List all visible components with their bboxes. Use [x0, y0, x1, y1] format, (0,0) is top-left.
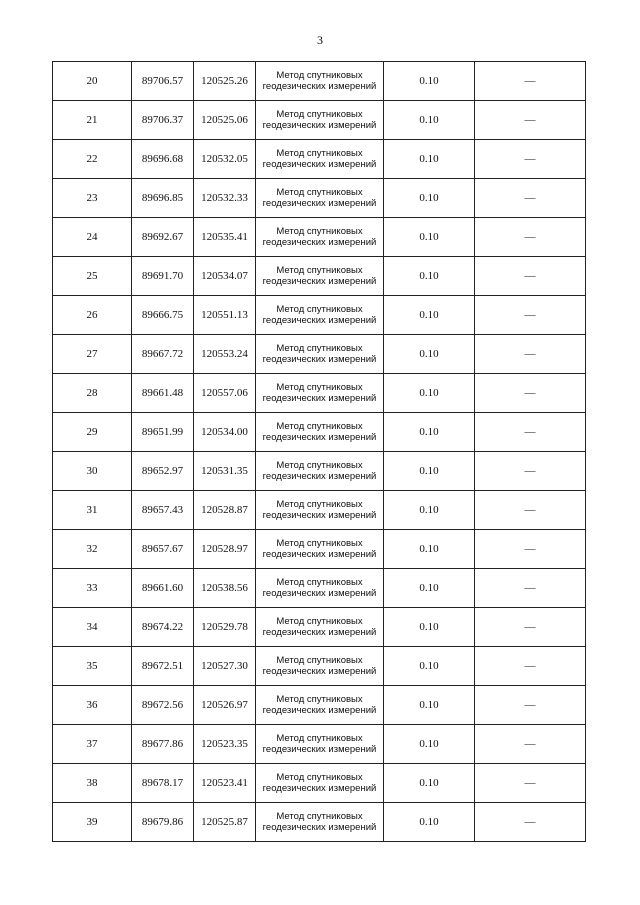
y-coordinate-cell: 120526.97	[194, 686, 256, 725]
table-row	[53, 725, 586, 764]
x-coordinate-cell: 89696.68	[132, 140, 194, 179]
method-line-1: Метод спутниковых	[276, 538, 363, 549]
method-line-1: Метод спутниковых	[276, 265, 363, 276]
y-coordinate-cell: 120553.24	[194, 335, 256, 374]
table-row	[53, 62, 586, 101]
table-row	[53, 374, 586, 413]
x-coordinate-cell: 89679.86	[132, 803, 194, 842]
x-coordinate-cell: 89657.67	[132, 530, 194, 569]
method-line-2: геодезических измерений	[262, 354, 377, 365]
table-row	[53, 335, 586, 374]
method-line-1: Метод спутниковых	[276, 421, 363, 432]
method-line-2: геодезических измерений	[262, 393, 377, 404]
method-line-2: геодезических измерений	[262, 510, 377, 521]
x-coordinate-cell: 89672.51	[132, 647, 194, 686]
table-row	[53, 530, 586, 569]
point-number-cell: 22	[53, 140, 132, 179]
y-coordinate-cell: 120528.87	[194, 491, 256, 530]
y-coordinate-cell: 120528.97	[194, 530, 256, 569]
method-cell	[256, 686, 384, 725]
method-line-1: Метод спутниковых	[276, 616, 363, 627]
accuracy-cell: 0.10	[384, 452, 475, 491]
note-cell: —	[475, 452, 586, 491]
x-coordinate-cell: 89674.22	[132, 608, 194, 647]
point-number-cell: 39	[53, 803, 132, 842]
accuracy-cell: 0.10	[384, 335, 475, 374]
accuracy-cell: 0.10	[384, 374, 475, 413]
y-coordinate-cell: 120525.06	[194, 101, 256, 140]
accuracy-cell: 0.10	[384, 803, 475, 842]
note-cell: —	[475, 62, 586, 101]
method-line-2: геодезических измерений	[262, 627, 377, 638]
method-cell	[256, 608, 384, 647]
x-coordinate-cell: 89691.70	[132, 257, 194, 296]
point-number-cell: 34	[53, 608, 132, 647]
y-coordinate-cell: 120525.87	[194, 803, 256, 842]
point-number-cell: 21	[53, 101, 132, 140]
method-line-1: Метод спутниковых	[276, 655, 363, 666]
method-line-2: геодезических измерений	[262, 315, 377, 326]
x-coordinate-cell: 89651.99	[132, 413, 194, 452]
note-cell: —	[475, 491, 586, 530]
accuracy-cell: 0.10	[384, 569, 475, 608]
table-row	[53, 452, 586, 491]
note-cell: —	[475, 803, 586, 842]
point-number-cell: 37	[53, 725, 132, 764]
accuracy-cell: 0.10	[384, 530, 475, 569]
x-coordinate-cell: 89666.75	[132, 296, 194, 335]
x-coordinate-cell: 89677.86	[132, 725, 194, 764]
method-cell	[256, 647, 384, 686]
x-coordinate-cell: 89706.57	[132, 62, 194, 101]
method-cell	[256, 179, 384, 218]
table-row	[53, 686, 586, 725]
note-cell: —	[475, 374, 586, 413]
method-line-1: Метод спутниковых	[276, 343, 363, 354]
accuracy-cell: 0.10	[384, 725, 475, 764]
y-coordinate-cell: 120532.33	[194, 179, 256, 218]
accuracy-cell: 0.10	[384, 257, 475, 296]
note-cell: —	[475, 686, 586, 725]
y-coordinate-cell: 120557.06	[194, 374, 256, 413]
accuracy-cell: 0.10	[384, 179, 475, 218]
method-line-2: геодезических измерений	[262, 81, 377, 92]
point-number-cell: 20	[53, 62, 132, 101]
y-coordinate-cell: 120525.26	[194, 62, 256, 101]
method-line-1: Метод спутниковых	[276, 109, 363, 120]
method-line-2: геодезических измерений	[262, 198, 377, 209]
y-coordinate-cell: 120534.00	[194, 413, 256, 452]
note-cell: —	[475, 335, 586, 374]
accuracy-cell: 0.10	[384, 413, 475, 452]
method-line-2: геодезических измерений	[262, 471, 377, 482]
method-line-2: геодезических измерений	[262, 432, 377, 443]
x-coordinate-cell: 89706.37	[132, 101, 194, 140]
method-line-2: геодезических измерений	[262, 276, 377, 287]
point-number-cell: 35	[53, 647, 132, 686]
point-number-cell: 25	[53, 257, 132, 296]
method-line-2: геодезических измерений	[262, 159, 377, 170]
method-cell	[256, 491, 384, 530]
accuracy-cell: 0.10	[384, 491, 475, 530]
method-line-2: геодезических измерений	[262, 705, 377, 716]
accuracy-cell: 0.10	[384, 764, 475, 803]
point-number-cell: 27	[53, 335, 132, 374]
method-line-1: Метод спутниковых	[276, 187, 363, 198]
method-line-2: геодезических измерений	[262, 744, 377, 755]
method-line-1: Метод спутниковых	[276, 70, 363, 81]
note-cell: —	[475, 530, 586, 569]
table-row	[53, 803, 586, 842]
x-coordinate-cell: 89667.72	[132, 335, 194, 374]
y-coordinate-cell: 120538.56	[194, 569, 256, 608]
note-cell: —	[475, 725, 586, 764]
note-cell: —	[475, 101, 586, 140]
method-line-1: Метод спутниковых	[276, 382, 363, 393]
note-cell: —	[475, 413, 586, 452]
accuracy-cell: 0.10	[384, 296, 475, 335]
table-row	[53, 647, 586, 686]
point-number-cell: 36	[53, 686, 132, 725]
method-line-1: Метод спутниковых	[276, 772, 363, 783]
point-number-cell: 38	[53, 764, 132, 803]
coordinates-table	[52, 61, 586, 842]
method-line-2: геодезических измерений	[262, 666, 377, 677]
note-cell: —	[475, 608, 586, 647]
table-row	[53, 491, 586, 530]
method-line-1: Метод спутниковых	[276, 733, 363, 744]
y-coordinate-cell: 120531.35	[194, 452, 256, 491]
method-line-1: Метод спутниковых	[276, 811, 363, 822]
point-number-cell: 30	[53, 452, 132, 491]
y-coordinate-cell: 120532.05	[194, 140, 256, 179]
note-cell: —	[475, 179, 586, 218]
table-row	[53, 296, 586, 335]
x-coordinate-cell: 89696.85	[132, 179, 194, 218]
point-number-cell: 23	[53, 179, 132, 218]
note-cell: —	[475, 296, 586, 335]
accuracy-cell: 0.10	[384, 686, 475, 725]
coordinates-table-body	[53, 62, 586, 842]
method-line-1: Метод спутниковых	[276, 460, 363, 471]
method-line-1: Метод спутниковых	[276, 499, 363, 510]
point-number-cell: 26	[53, 296, 132, 335]
accuracy-cell: 0.10	[384, 608, 475, 647]
method-line-1: Метод спутниковых	[276, 577, 363, 588]
method-line-1: Метод спутниковых	[276, 304, 363, 315]
note-cell: —	[475, 218, 586, 257]
x-coordinate-cell: 89692.67	[132, 218, 194, 257]
method-line-2: геодезических измерений	[262, 237, 377, 248]
point-number-cell: 24	[53, 218, 132, 257]
y-coordinate-cell: 120529.78	[194, 608, 256, 647]
table-row	[53, 764, 586, 803]
table-row	[53, 413, 586, 452]
method-line-2: геодезических измерений	[262, 588, 377, 599]
method-cell	[256, 725, 384, 764]
accuracy-cell: 0.10	[384, 62, 475, 101]
note-cell: —	[475, 647, 586, 686]
method-cell	[256, 140, 384, 179]
y-coordinate-cell: 120523.35	[194, 725, 256, 764]
method-cell	[256, 452, 384, 491]
note-cell: —	[475, 764, 586, 803]
note-cell: —	[475, 140, 586, 179]
y-coordinate-cell: 120527.30	[194, 647, 256, 686]
method-line-1: Метод спутниковых	[276, 148, 363, 159]
method-cell	[256, 764, 384, 803]
method-cell	[256, 530, 384, 569]
x-coordinate-cell: 89652.97	[132, 452, 194, 491]
x-coordinate-cell: 89672.56	[132, 686, 194, 725]
method-cell	[256, 335, 384, 374]
x-coordinate-cell: 89661.48	[132, 374, 194, 413]
method-cell	[256, 62, 384, 101]
method-line-2: геодезических измерений	[262, 549, 377, 560]
y-coordinate-cell: 120534.07	[194, 257, 256, 296]
method-cell	[256, 218, 384, 257]
table-row	[53, 140, 586, 179]
note-cell: —	[475, 257, 586, 296]
point-number-cell: 29	[53, 413, 132, 452]
table-row	[53, 569, 586, 608]
method-line-1: Метод спутниковых	[276, 694, 363, 705]
method-cell	[256, 803, 384, 842]
point-number-cell: 31	[53, 491, 132, 530]
method-cell	[256, 296, 384, 335]
x-coordinate-cell: 89657.43	[132, 491, 194, 530]
point-number-cell: 28	[53, 374, 132, 413]
note-cell: —	[475, 569, 586, 608]
point-number-cell: 32	[53, 530, 132, 569]
method-cell	[256, 101, 384, 140]
page-number: 3	[317, 33, 323, 47]
method-line-1: Метод спутниковых	[276, 226, 363, 237]
method-line-2: геодезических измерений	[262, 822, 377, 833]
method-cell	[256, 257, 384, 296]
method-cell	[256, 413, 384, 452]
accuracy-cell: 0.10	[384, 647, 475, 686]
y-coordinate-cell: 120523.41	[194, 764, 256, 803]
table-row	[53, 218, 586, 257]
method-line-2: геодезических измерений	[262, 783, 377, 794]
accuracy-cell: 0.10	[384, 218, 475, 257]
y-coordinate-cell: 120535.41	[194, 218, 256, 257]
method-cell	[256, 374, 384, 413]
accuracy-cell: 0.10	[384, 101, 475, 140]
x-coordinate-cell: 89661.60	[132, 569, 194, 608]
x-coordinate-cell: 89678.17	[132, 764, 194, 803]
table-row	[53, 101, 586, 140]
table-row	[53, 257, 586, 296]
accuracy-cell: 0.10	[384, 140, 475, 179]
method-cell	[256, 569, 384, 608]
point-number-cell: 33	[53, 569, 132, 608]
method-line-2: геодезических измерений	[262, 120, 377, 131]
y-coordinate-cell: 120551.13	[194, 296, 256, 335]
table-row	[53, 179, 586, 218]
table-row	[53, 608, 586, 647]
